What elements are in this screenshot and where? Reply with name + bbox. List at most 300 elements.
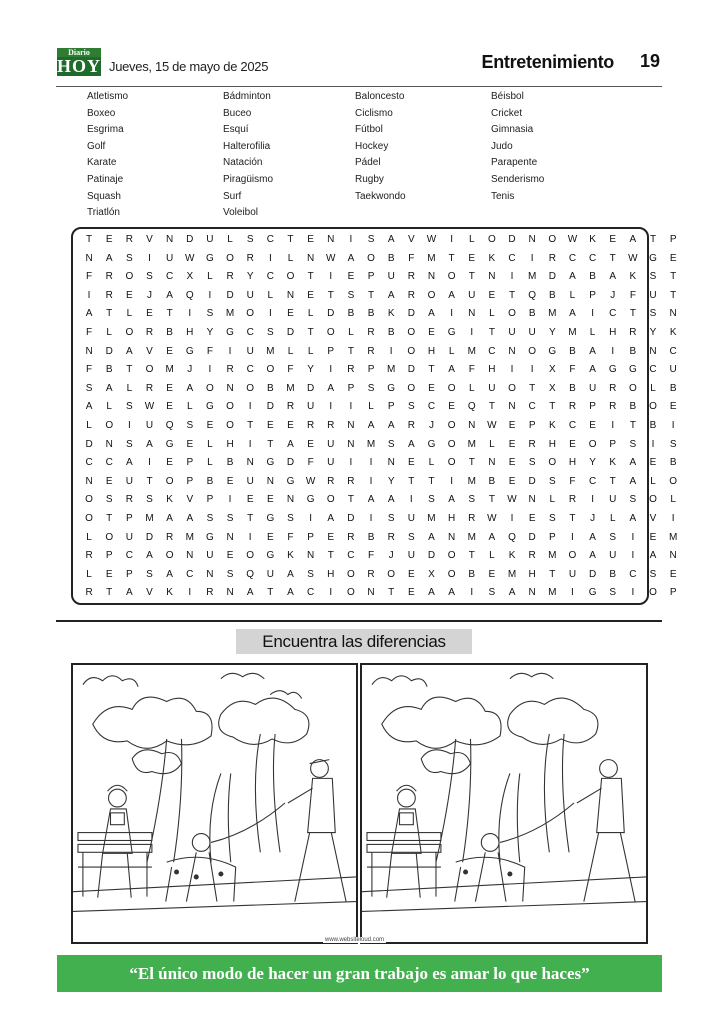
- grid-letter[interactable]: M: [467, 345, 476, 357]
- grid-letter[interactable]: F: [367, 550, 375, 562]
- grid-letter[interactable]: K: [589, 234, 596, 245]
- grid-letter[interactable]: Q: [508, 531, 516, 543]
- grid-letter[interactable]: A: [448, 494, 455, 506]
- grid-letter[interactable]: G: [447, 326, 456, 338]
- grid-letter[interactable]: S: [428, 494, 435, 506]
- grid-letter[interactable]: E: [428, 326, 435, 338]
- grid-letter[interactable]: R: [609, 382, 617, 394]
- grid-letter[interactable]: O: [447, 550, 456, 562]
- grid-letter[interactable]: I: [530, 364, 534, 376]
- grid-letter[interactable]: O: [407, 345, 416, 357]
- grid-letter[interactable]: F: [287, 531, 294, 543]
- grid-letter[interactable]: I: [268, 308, 272, 320]
- grid-letter[interactable]: F: [569, 364, 576, 376]
- grid-letter[interactable]: B: [548, 289, 556, 301]
- grid-letter[interactable]: V: [146, 345, 153, 357]
- grid-letter[interactable]: A: [629, 475, 637, 487]
- grid-letter[interactable]: S: [146, 271, 153, 283]
- grid-letter[interactable]: O: [145, 364, 154, 376]
- grid-letter[interactable]: O: [548, 234, 557, 245]
- grid-letter[interactable]: E: [226, 550, 234, 562]
- grid-letter[interactable]: S: [548, 475, 556, 487]
- grid-letter[interactable]: T: [529, 382, 536, 394]
- grid-letter[interactable]: B: [468, 568, 476, 580]
- grid-letter[interactable]: N: [307, 252, 315, 264]
- grid-letter[interactable]: S: [126, 252, 133, 264]
- grid-letter[interactable]: C: [266, 234, 274, 245]
- grid-letter[interactable]: H: [226, 438, 234, 450]
- grid-letter[interactable]: N: [488, 457, 496, 469]
- grid-letter[interactable]: S: [186, 419, 194, 431]
- grid-letter[interactable]: O: [407, 382, 416, 394]
- grid-letter[interactable]: P: [327, 345, 335, 357]
- grid-letter[interactable]: I: [127, 419, 131, 431]
- grid-letter[interactable]: W: [567, 234, 578, 245]
- grid-letter[interactable]: O: [85, 494, 93, 506]
- grid-letter[interactable]: H: [327, 568, 335, 580]
- grid-letter[interactable]: S: [146, 494, 153, 506]
- grid-letter[interactable]: K: [166, 494, 173, 506]
- grid-letter[interactable]: E: [105, 234, 113, 245]
- grid-letter[interactable]: L: [670, 494, 676, 506]
- grid-letter[interactable]: T: [146, 475, 153, 487]
- grid-letter[interactable]: A: [448, 364, 455, 376]
- grid-letter[interactable]: G: [286, 475, 295, 487]
- grid-letter[interactable]: H: [427, 345, 436, 357]
- grid-letter[interactable]: O: [105, 531, 114, 543]
- grid-letter[interactable]: I: [591, 494, 594, 506]
- grid-letter[interactable]: D: [347, 512, 355, 524]
- grid-letter[interactable]: S: [126, 438, 133, 450]
- grid-letter[interactable]: U: [588, 382, 597, 394]
- grid-letter[interactable]: I: [188, 308, 192, 320]
- grid-letter[interactable]: L: [609, 512, 616, 524]
- grid-letter[interactable]: L: [287, 252, 294, 264]
- grid-letter[interactable]: M: [548, 308, 557, 320]
- grid-letter[interactable]: B: [166, 326, 173, 338]
- grid-letter[interactable]: E: [105, 568, 113, 580]
- grid-letter[interactable]: A: [589, 364, 596, 376]
- grid-letter[interactable]: D: [427, 550, 436, 562]
- grid-letter[interactable]: I: [510, 364, 514, 376]
- grid-letter[interactable]: Q: [528, 289, 537, 301]
- grid-letter[interactable]: D: [186, 234, 194, 245]
- grid-letter[interactable]: G: [387, 382, 396, 394]
- grid-letter[interactable]: N: [286, 494, 295, 506]
- grid-letter[interactable]: O: [447, 382, 456, 394]
- grid-letter[interactable]: M: [366, 438, 376, 450]
- grid-letter[interactable]: T: [428, 475, 435, 487]
- grid-letter[interactable]: L: [650, 475, 656, 487]
- grid-letter[interactable]: L: [207, 438, 213, 450]
- grid-letter[interactable]: J: [590, 512, 596, 524]
- grid-letter[interactable]: R: [367, 326, 375, 338]
- grid-letter[interactable]: E: [669, 568, 677, 580]
- grid-letter[interactable]: F: [408, 252, 415, 264]
- grid-letter[interactable]: O: [347, 587, 355, 599]
- grid-letter[interactable]: O: [105, 419, 114, 431]
- grid-letter[interactable]: U: [468, 289, 476, 301]
- grid-letter[interactable]: T: [508, 289, 516, 301]
- grid-letter[interactable]: N: [105, 438, 113, 450]
- grid-letter[interactable]: S: [649, 568, 657, 580]
- grid-letter[interactable]: W: [487, 512, 497, 524]
- grid-letter[interactable]: O: [125, 271, 134, 283]
- grid-letter[interactable]: T: [629, 419, 636, 431]
- grid-letter[interactable]: B: [387, 326, 395, 338]
- grid-letter[interactable]: A: [146, 438, 153, 450]
- grid-letter[interactable]: F: [206, 345, 213, 357]
- grid-letter[interactable]: W: [507, 494, 517, 506]
- grid-letter[interactable]: N: [206, 568, 214, 580]
- grid-letter[interactable]: U: [125, 475, 133, 487]
- grid-letter[interactable]: F: [86, 271, 93, 283]
- grid-letter[interactable]: O: [508, 382, 516, 394]
- grid-letter[interactable]: O: [568, 550, 577, 562]
- grid-letter[interactable]: D: [528, 475, 536, 487]
- grid-letter[interactable]: Y: [206, 326, 214, 338]
- grid-letter[interactable]: N: [508, 345, 516, 357]
- grid-letter[interactable]: E: [508, 438, 516, 450]
- grid-letter[interactable]: D: [307, 382, 315, 394]
- grid-letter[interactable]: R: [387, 531, 395, 543]
- grid-letter[interactable]: U: [125, 531, 133, 543]
- grid-letter[interactable]: P: [186, 457, 194, 469]
- grid-letter[interactable]: P: [589, 289, 596, 301]
- grid-letter[interactable]: I: [248, 401, 252, 413]
- grid-letter[interactable]: R: [85, 587, 93, 599]
- grid-letter[interactable]: D: [286, 457, 295, 469]
- grid-letter[interactable]: P: [548, 531, 556, 543]
- grid-letter[interactable]: T: [166, 308, 173, 320]
- grid-letter[interactable]: K: [166, 587, 173, 599]
- grid-letter[interactable]: O: [447, 438, 456, 450]
- grid-letter[interactable]: O: [165, 475, 174, 487]
- grid-letter[interactable]: X: [548, 364, 556, 376]
- grid-letter[interactable]: N: [649, 345, 657, 357]
- grid-letter[interactable]: N: [286, 289, 295, 301]
- grid-letter[interactable]: S: [528, 457, 536, 469]
- grid-letter[interactable]: T: [267, 587, 274, 599]
- grid-letter[interactable]: U: [609, 550, 617, 562]
- grid-letter[interactable]: D: [226, 289, 234, 301]
- grid-letter[interactable]: T: [609, 475, 616, 487]
- grid-letter[interactable]: L: [86, 531, 92, 543]
- grid-letter[interactable]: Y: [387, 475, 395, 487]
- grid-letter[interactable]: O: [165, 550, 174, 562]
- grid-letter[interactable]: Q: [246, 568, 255, 580]
- grid-letter[interactable]: T: [468, 271, 475, 283]
- grid-letter[interactable]: S: [246, 234, 254, 245]
- grid-letter[interactable]: A: [448, 289, 455, 301]
- grid-letter[interactable]: Y: [649, 326, 657, 338]
- grid-letter[interactable]: A: [327, 512, 335, 524]
- grid-letter[interactable]: L: [650, 382, 656, 394]
- grid-letter[interactable]: G: [628, 364, 637, 376]
- grid-letter[interactable]: I: [631, 531, 635, 543]
- grid-letter[interactable]: E: [407, 457, 415, 469]
- grid-letter[interactable]: P: [367, 271, 375, 283]
- grid-letter[interactable]: N: [266, 475, 274, 487]
- grid-letter[interactable]: M: [266, 345, 275, 357]
- grid-letter[interactable]: T: [327, 550, 334, 562]
- grid-letter[interactable]: R: [166, 531, 174, 543]
- grid-letter[interactable]: T: [448, 252, 455, 264]
- grid-letter[interactable]: O: [447, 419, 456, 431]
- grid-letter[interactable]: T: [327, 289, 334, 301]
- grid-letter[interactable]: F: [307, 457, 314, 469]
- grid-letter[interactable]: U: [327, 438, 335, 450]
- grid-letter[interactable]: W: [426, 234, 437, 245]
- grid-letter[interactable]: O: [246, 382, 255, 394]
- grid-letter[interactable]: N: [427, 271, 436, 283]
- grid-letter[interactable]: C: [588, 475, 597, 487]
- grid-letter[interactable]: M: [548, 587, 557, 599]
- grid-letter[interactable]: G: [266, 512, 275, 524]
- grid-letter[interactable]: K: [508, 550, 516, 562]
- grid-letter[interactable]: D: [105, 345, 113, 357]
- grid-letter[interactable]: O: [326, 494, 335, 506]
- grid-letter[interactable]: S: [287, 512, 294, 524]
- grid-letter[interactable]: U: [246, 289, 254, 301]
- grid-letter[interactable]: N: [528, 587, 536, 599]
- grid-letter[interactable]: G: [266, 457, 275, 469]
- grid-letter[interactable]: A: [569, 308, 576, 320]
- grid-letter[interactable]: E: [206, 419, 214, 431]
- grid-letter[interactable]: L: [307, 345, 314, 357]
- grid-letter[interactable]: L: [468, 382, 475, 394]
- grid-letter[interactable]: B: [629, 345, 637, 357]
- grid-letter[interactable]: A: [146, 550, 153, 562]
- grid-letter[interactable]: A: [448, 587, 455, 599]
- grid-letter[interactable]: P: [307, 531, 314, 543]
- grid-letter[interactable]: P: [589, 401, 596, 413]
- grid-letter[interactable]: E: [569, 438, 576, 450]
- grid-letter[interactable]: I: [510, 271, 514, 283]
- grid-letter[interactable]: N: [669, 550, 677, 562]
- grid-letter[interactable]: N: [528, 234, 536, 245]
- grid-letter[interactable]: M: [467, 531, 476, 543]
- grid-letter[interactable]: J: [146, 289, 152, 301]
- grid-letter[interactable]: E: [327, 531, 335, 543]
- grid-letter[interactable]: L: [106, 401, 112, 413]
- grid-letter[interactable]: R: [548, 252, 556, 264]
- grid-letter[interactable]: A: [387, 289, 395, 301]
- grid-letter[interactable]: G: [206, 531, 214, 543]
- grid-letter[interactable]: L: [307, 308, 314, 320]
- grid-letter[interactable]: N: [488, 271, 496, 283]
- grid-letter[interactable]: A: [105, 382, 113, 394]
- grid-letter[interactable]: I: [450, 475, 453, 487]
- grid-letter[interactable]: A: [589, 531, 596, 543]
- grid-letter[interactable]: C: [508, 252, 516, 264]
- grid-letter[interactable]: I: [248, 531, 252, 543]
- grid-letter[interactable]: T: [488, 401, 495, 413]
- grid-letter[interactable]: O: [508, 308, 516, 320]
- grid-letter[interactable]: E: [146, 308, 153, 320]
- grid-letter[interactable]: A: [387, 234, 395, 245]
- grid-letter[interactable]: O: [649, 494, 657, 506]
- grid-letter[interactable]: B: [589, 271, 596, 283]
- grid-letter[interactable]: E: [166, 382, 173, 394]
- grid-letter[interactable]: N: [468, 419, 476, 431]
- grid-letter[interactable]: Y: [246, 271, 254, 283]
- grid-letter[interactable]: C: [85, 457, 93, 469]
- grid-letter[interactable]: E: [488, 289, 496, 301]
- grid-letter[interactable]: A: [166, 289, 173, 301]
- grid-letter[interactable]: C: [649, 364, 657, 376]
- grid-letter[interactable]: W: [144, 401, 155, 413]
- grid-letter[interactable]: O: [367, 252, 375, 264]
- grid-letter[interactable]: S: [206, 308, 214, 320]
- grid-letter[interactable]: P: [347, 382, 355, 394]
- grid-letter[interactable]: A: [166, 568, 173, 580]
- grid-letter[interactable]: J: [610, 289, 616, 301]
- grid-letter[interactable]: A: [508, 587, 516, 599]
- grid-letter[interactable]: N: [226, 531, 234, 543]
- grid-letter[interactable]: T: [488, 494, 495, 506]
- grid-letter[interactable]: L: [126, 382, 133, 394]
- grid-letter[interactable]: N: [468, 308, 476, 320]
- grid-letter[interactable]: O: [226, 419, 234, 431]
- grid-letter[interactable]: S: [548, 512, 556, 524]
- grid-letter[interactable]: I: [651, 438, 655, 450]
- grid-letter[interactable]: H: [609, 326, 617, 338]
- grid-letter[interactable]: N: [447, 531, 456, 543]
- grid-letter[interactable]: I: [148, 252, 151, 264]
- grid-letter[interactable]: T: [267, 438, 274, 450]
- grid-letter[interactable]: A: [589, 345, 596, 357]
- grid-letter[interactable]: Q: [165, 419, 174, 431]
- grid-letter[interactable]: I: [329, 587, 333, 599]
- grid-letter[interactable]: B: [669, 457, 677, 469]
- grid-letter[interactable]: P: [669, 587, 677, 599]
- grid-letter[interactable]: T: [247, 419, 254, 431]
- grid-letter[interactable]: N: [85, 475, 93, 487]
- grid-letter[interactable]: T: [569, 512, 576, 524]
- grid-letter[interactable]: E: [508, 457, 516, 469]
- grid-letter[interactable]: I: [571, 587, 574, 599]
- grid-letter[interactable]: O: [649, 401, 657, 413]
- grid-letter[interactable]: I: [369, 457, 373, 469]
- grid-letter[interactable]: M: [507, 568, 517, 580]
- grid-letter[interactable]: W: [487, 419, 497, 431]
- grid-letter[interactable]: S: [488, 587, 496, 599]
- grid-letter[interactable]: E: [468, 252, 476, 264]
- grid-letter[interactable]: K: [609, 457, 617, 469]
- grid-letter[interactable]: E: [669, 401, 677, 413]
- grid-letter[interactable]: S: [669, 438, 677, 450]
- grid-letter[interactable]: O: [548, 457, 557, 469]
- grid-letter[interactable]: A: [85, 401, 93, 413]
- grid-letter[interactable]: I: [369, 475, 373, 487]
- grid-letter[interactable]: R: [468, 512, 476, 524]
- grid-letter[interactable]: E: [186, 438, 194, 450]
- grid-letter[interactable]: U: [246, 345, 254, 357]
- grid-letter[interactable]: T: [106, 587, 113, 599]
- grid-letter[interactable]: I: [470, 587, 474, 599]
- grid-letter[interactable]: O: [286, 271, 295, 283]
- grid-letter[interactable]: P: [206, 494, 214, 506]
- grid-letter[interactable]: A: [287, 568, 294, 580]
- grid-letter[interactable]: S: [407, 531, 415, 543]
- grid-letter[interactable]: E: [166, 345, 173, 357]
- grid-letter[interactable]: R: [145, 326, 154, 338]
- grid-letter[interactable]: I: [329, 401, 333, 413]
- grid-letter[interactable]: S: [85, 382, 93, 394]
- grid-letter[interactable]: O: [266, 364, 275, 376]
- grid-letter[interactable]: E: [508, 475, 516, 487]
- grid-letter[interactable]: O: [206, 382, 214, 394]
- grid-letter[interactable]: R: [327, 419, 335, 431]
- grid-letter[interactable]: T: [428, 364, 435, 376]
- grid-letter[interactable]: L: [106, 326, 112, 338]
- grid-letter[interactable]: T: [670, 289, 677, 301]
- grid-letter[interactable]: C: [347, 550, 355, 562]
- grid-letter[interactable]: R: [246, 252, 254, 264]
- grid-letter[interactable]: N: [226, 587, 234, 599]
- grid-letter[interactable]: B: [669, 382, 677, 394]
- grid-letter[interactable]: U: [649, 289, 657, 301]
- grid-letter[interactable]: U: [387, 271, 395, 283]
- grid-letter[interactable]: I: [530, 252, 534, 264]
- grid-letter[interactable]: W: [628, 252, 638, 264]
- grid-letter[interactable]: O: [246, 550, 255, 562]
- grid-letter[interactable]: F: [287, 364, 294, 376]
- grid-letter[interactable]: H: [548, 438, 556, 450]
- grid-letter[interactable]: O: [528, 345, 537, 357]
- grid-letter[interactable]: A: [347, 252, 355, 264]
- grid-letter[interactable]: T: [106, 512, 113, 524]
- grid-letter[interactable]: E: [267, 494, 274, 506]
- grid-letter[interactable]: R: [629, 326, 637, 338]
- grid-letter[interactable]: B: [105, 364, 113, 376]
- grid-letter[interactable]: N: [347, 419, 355, 431]
- grid-letter[interactable]: F: [86, 364, 93, 376]
- grid-letter[interactable]: M: [527, 271, 537, 283]
- grid-letter[interactable]: L: [86, 419, 92, 431]
- grid-letter[interactable]: S: [206, 512, 214, 524]
- grid-letter[interactable]: E: [287, 419, 294, 431]
- grid-letter[interactable]: P: [126, 568, 133, 580]
- grid-letter[interactable]: J: [388, 550, 394, 562]
- grid-letter[interactable]: A: [609, 271, 617, 283]
- grid-letter[interactable]: U: [407, 550, 415, 562]
- grid-letter[interactable]: T: [347, 345, 354, 357]
- grid-letter[interactable]: R: [367, 568, 375, 580]
- grid-letter[interactable]: L: [86, 568, 92, 580]
- grid-letter[interactable]: R: [407, 271, 415, 283]
- grid-letter[interactable]: L: [287, 345, 294, 357]
- grid-letter[interactable]: R: [407, 419, 415, 431]
- grid-letter[interactable]: B: [528, 308, 536, 320]
- grid-letter[interactable]: O: [125, 326, 134, 338]
- grid-letter[interactable]: I: [671, 512, 675, 524]
- grid-letter[interactable]: R: [327, 475, 335, 487]
- grid-letter[interactable]: S: [387, 512, 395, 524]
- grid-letter[interactable]: E: [267, 531, 274, 543]
- grid-letter[interactable]: L: [428, 457, 435, 469]
- grid-letter[interactable]: M: [548, 550, 557, 562]
- grid-letter[interactable]: D: [528, 531, 536, 543]
- grid-letter[interactable]: N: [246, 457, 254, 469]
- grid-letter[interactable]: L: [549, 494, 556, 506]
- grid-letter[interactable]: F: [629, 289, 636, 301]
- grid-letter[interactable]: G: [266, 550, 275, 562]
- grid-letter[interactable]: S: [126, 401, 133, 413]
- grid-letter[interactable]: C: [528, 401, 536, 413]
- grid-letter[interactable]: E: [166, 401, 173, 413]
